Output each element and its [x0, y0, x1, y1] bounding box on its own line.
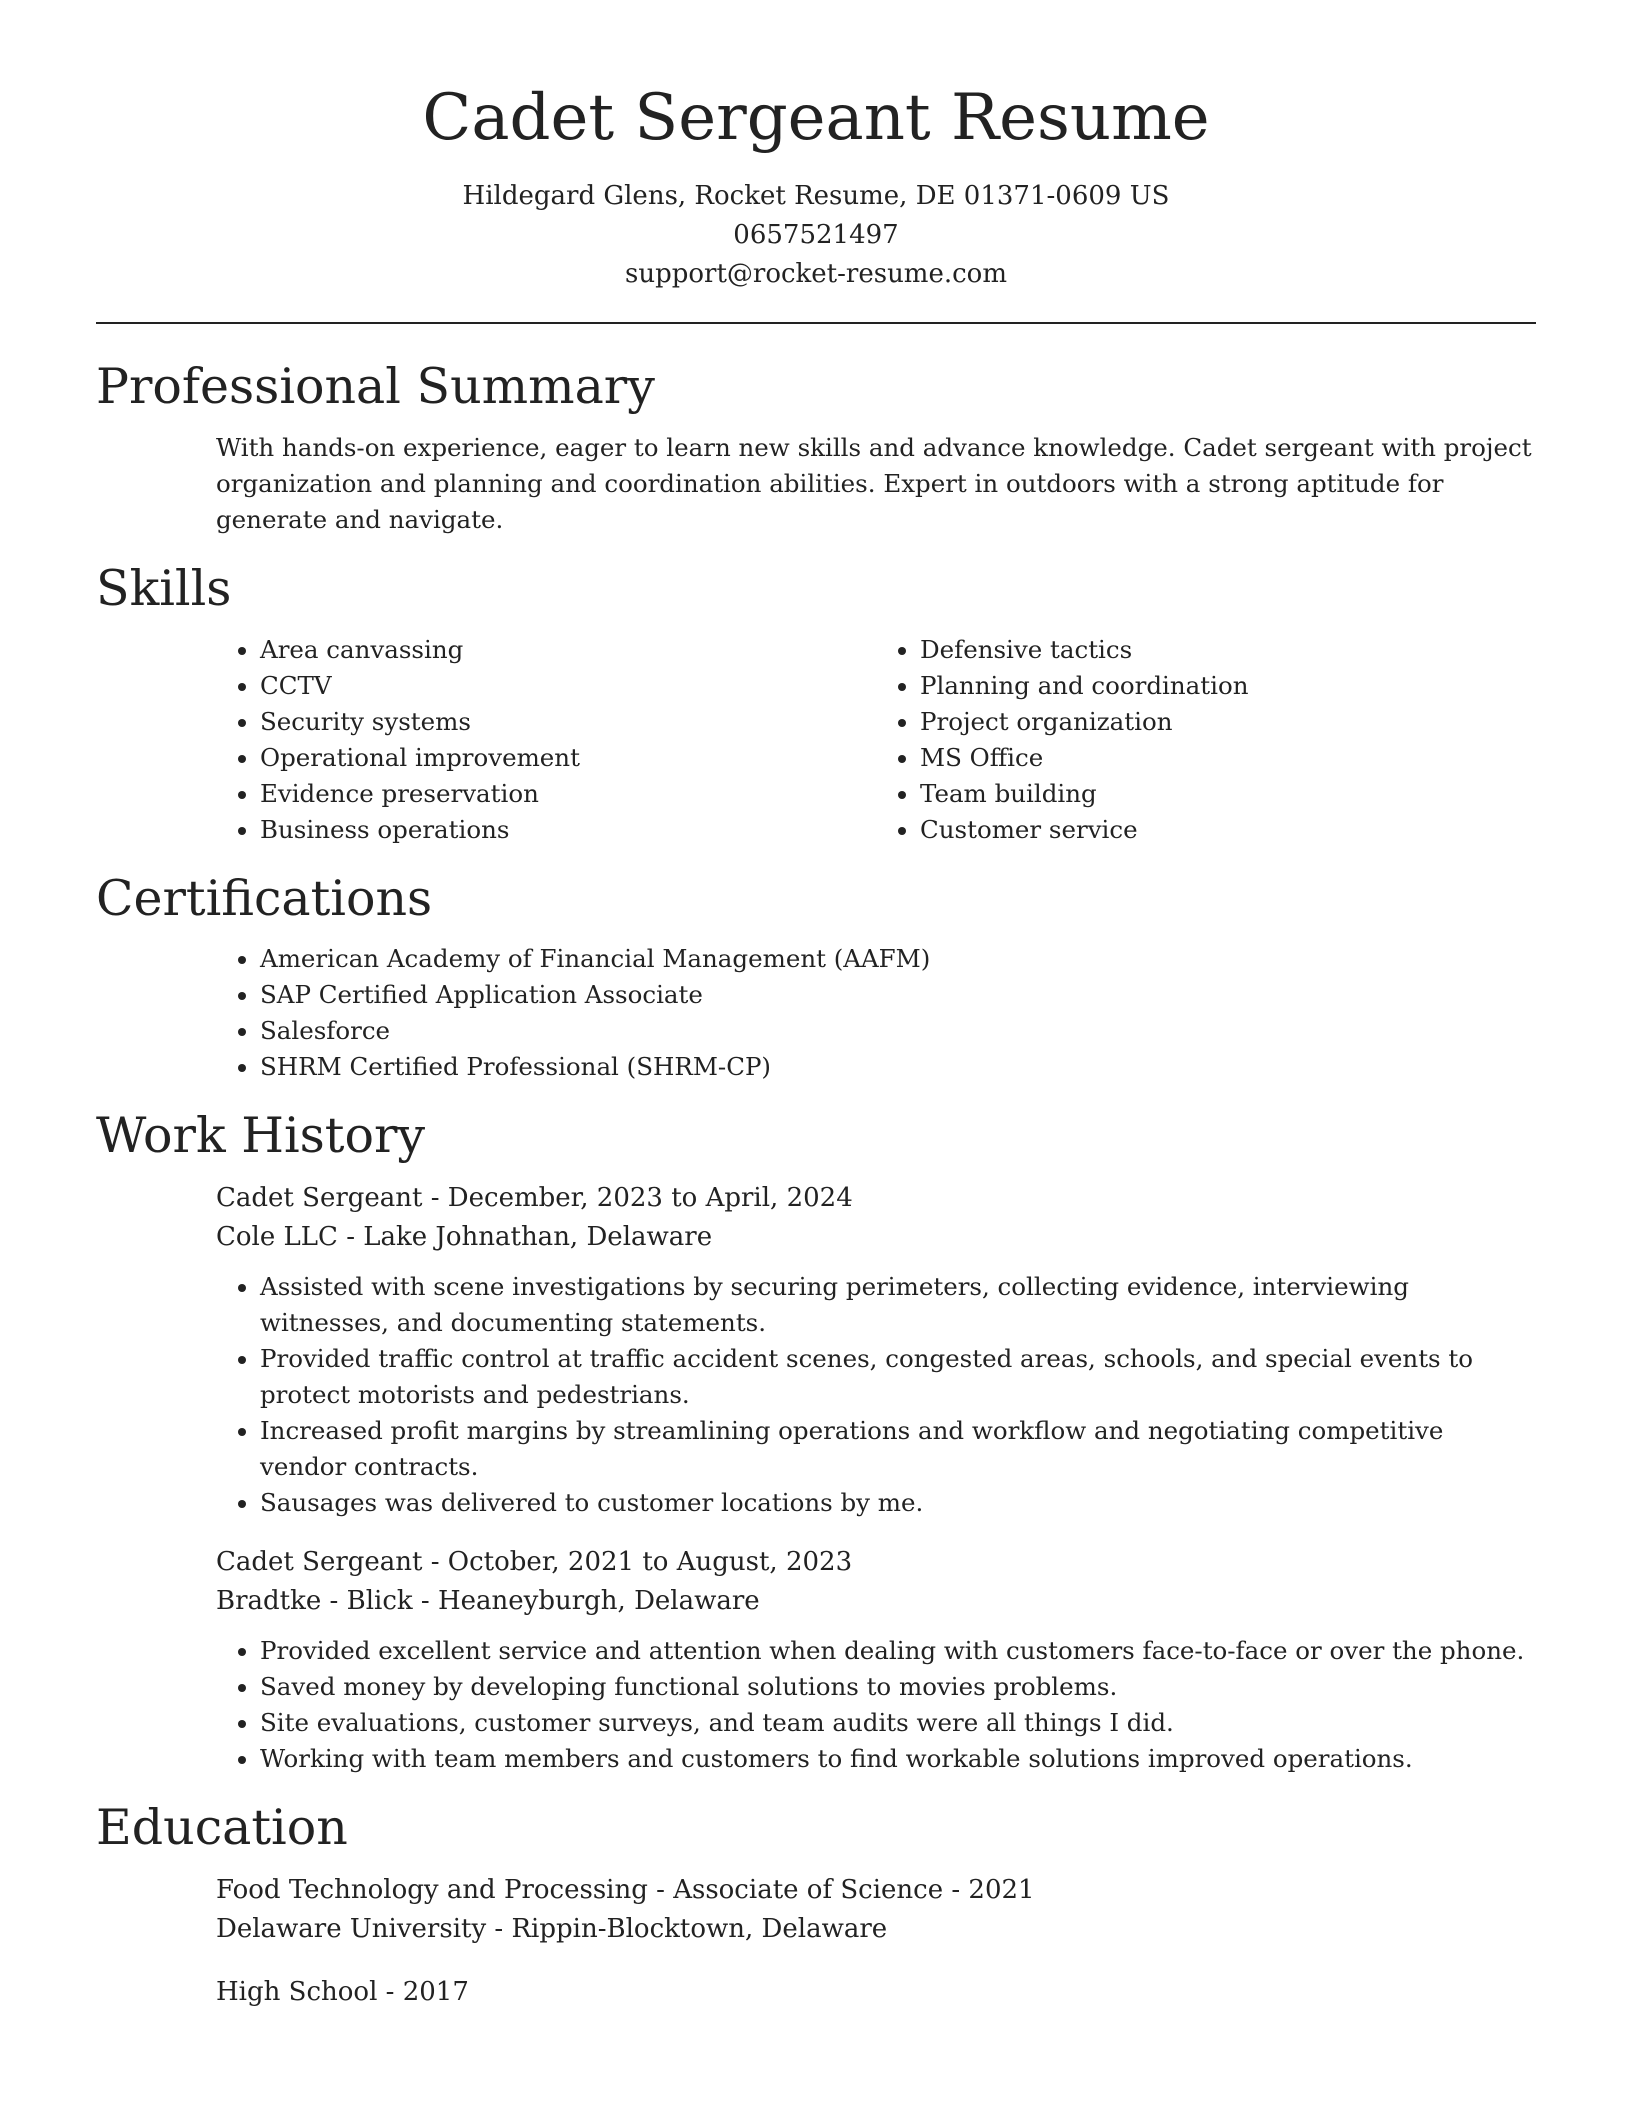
- header-divider: [96, 322, 1536, 324]
- summary-section: [96, 357, 1536, 538]
- education-section: [96, 1801, 1536, 2012]
- certifications-section: [96, 869, 1536, 1086]
- job-employer: Cole LLC - Lake Johnathan, Delaware: [216, 1222, 713, 1253]
- job-duties: [216, 1269, 1536, 1521]
- skill-item: • Customer service: [920, 812, 1536, 848]
- skill-item: • CCTV: [260, 668, 876, 704]
- job-employer: Bradtke - Blick - Heaneyburgh, Delaware: [216, 1586, 760, 1617]
- job-duty: • Saved money by developing functional solutions to movies problems.: [260, 1669, 1536, 1705]
- education-entry: [216, 1871, 1536, 1949]
- job-duties: [216, 1633, 1536, 1777]
- skills-heading: Skills: [96, 559, 232, 617]
- education-degree: Food Technology and Processing - Associate of Science - 2021: [216, 1875, 1035, 1906]
- skill-item: • Area canvassing: [260, 632, 876, 668]
- skills-grid: [216, 632, 1536, 848]
- skill-item: • Planning and coordination: [920, 668, 1536, 704]
- certification-item: • SAP Certified Application Associate: [260, 977, 1536, 1013]
- contact-address: Hildegard Glens, Rocket Resume, DE 01371-0609 US: [462, 180, 1170, 211]
- contact-phone: 0657521497: [733, 219, 899, 250]
- certification-item: • American Academy of Financial Management (AAFM): [260, 941, 1536, 977]
- contact-info: [96, 177, 1536, 294]
- job-title: Cadet Sergeant - December, 2023 to April, 2024: [216, 1183, 853, 1214]
- skill-item: • Evidence preservation: [260, 776, 876, 812]
- resume-name: Cadet Sergeant Resume: [422, 81, 1210, 155]
- certification-item: • Salesforce: [260, 1013, 1536, 1049]
- education-heading: Education: [96, 1799, 348, 1857]
- skills-section: [96, 559, 1536, 848]
- job-title: Cadet Sergeant - October, 2021 to August, 2023: [216, 1547, 853, 1578]
- certification-item: • SHRM Certified Professional (SHRM-CP): [260, 1049, 1536, 1085]
- work-history-heading: Work History: [96, 1107, 426, 1165]
- skill-item: • Defensive tactics: [920, 632, 1536, 668]
- certifications-heading: Certifications: [96, 869, 433, 927]
- summary-text: With hands-on experience, eager to learn new skills and advance knowledge. Cadet sergeant with project organization and planning and coordination abilities. Expert in outdoors with a strong aptitude for generate and navigate.: [216, 432, 1532, 534]
- skills-list-left: [216, 632, 876, 848]
- skill-item: • Business operations: [260, 812, 876, 848]
- job-entry: [216, 1179, 1536, 1521]
- education-degree: High School - 2017: [216, 1977, 469, 2008]
- skill-item: • Team building: [920, 776, 1536, 812]
- job-duty: • Increased profit margins by streamlining operations and workflow and negotiating competitive vendor contracts.: [260, 1413, 1536, 1485]
- certifications-list: [216, 941, 1536, 1085]
- resume-header: [96, 80, 1536, 294]
- job-duty: • Working with team members and customers to find workable solutions improved operations.: [260, 1741, 1536, 1777]
- contact-email: support@rocket-resume.com: [624, 258, 1007, 289]
- summary-heading: Professional Summary: [96, 357, 655, 415]
- skill-item: • Security systems: [260, 704, 876, 740]
- job-duty: • Provided excellent service and attention when dealing with customers face-to-face or over the phone.: [260, 1633, 1536, 1669]
- job-duty: • Sausages was delivered to customer locations by me.: [260, 1485, 1536, 1521]
- job-duty: • Assisted with scene investigations by securing perimeters, collecting evidence, interviewing witnesses, and documenting statements.: [260, 1269, 1536, 1341]
- job-duty: • Provided traffic control at traffic accident scenes, congested areas, schools, and special events to protect motorists and pedestrians.: [260, 1341, 1536, 1413]
- job-duty: • Site evaluations, customer surveys, and team audits were all things I did.: [260, 1705, 1536, 1741]
- skills-list-right: [876, 632, 1536, 848]
- work-history-section: [96, 1109, 1536, 1777]
- job-entry: [216, 1543, 1536, 1777]
- skill-item: • Operational improvement: [260, 740, 876, 776]
- skill-item: • MS Office: [920, 740, 1536, 776]
- education-school: Delaware University - Rippin-Blocktown, Delaware: [216, 1914, 888, 1945]
- education-entry: [216, 1973, 1536, 2012]
- skill-item: • Project organization: [920, 704, 1536, 740]
